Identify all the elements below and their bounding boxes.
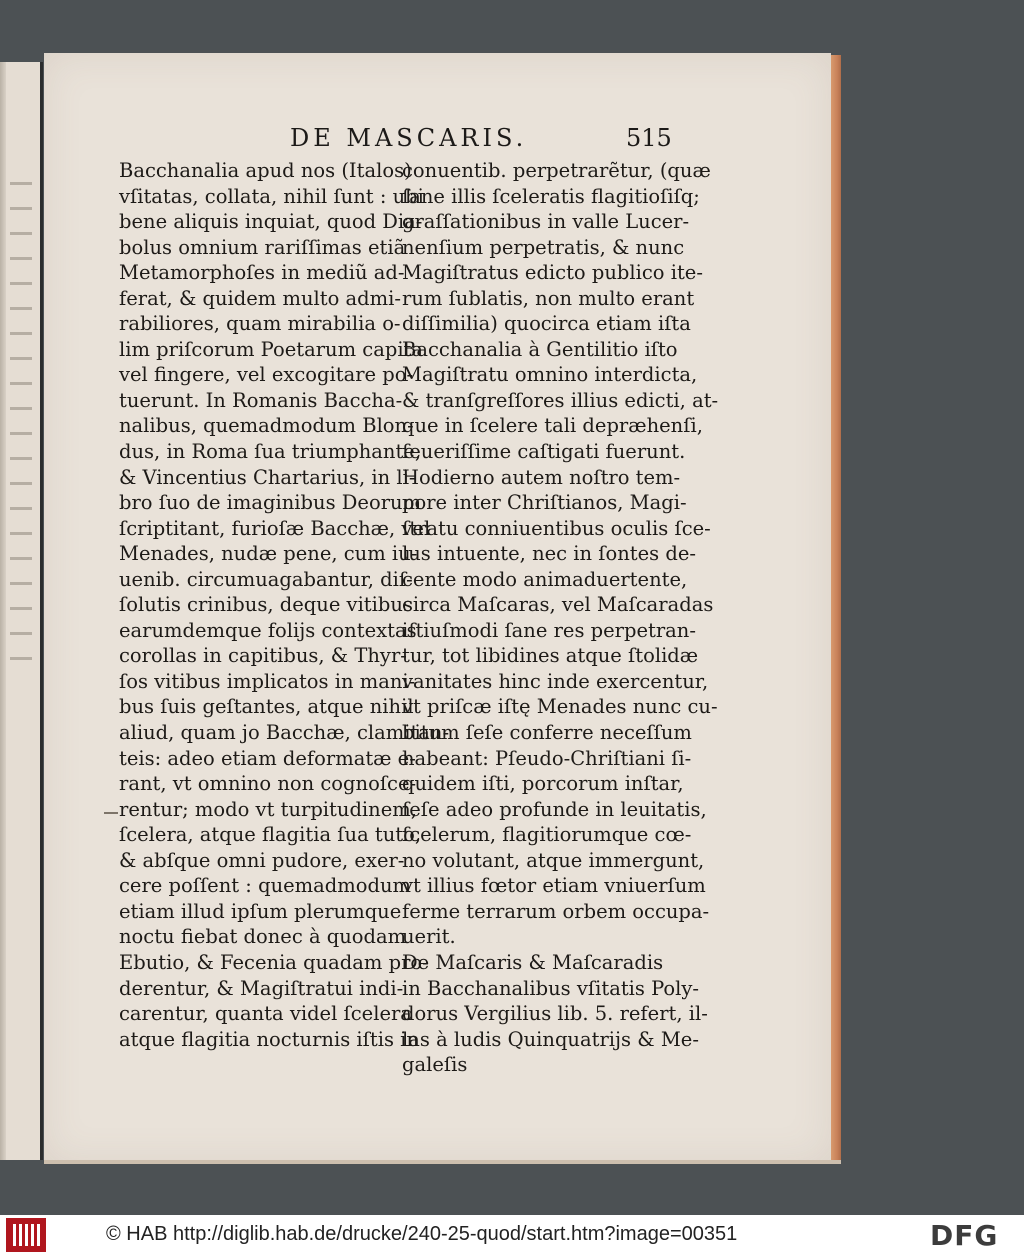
text-line: ſolutis crinibus, deque vitibus <box>119 593 413 617</box>
text-line: pore inter Chriſtianos, Magi- <box>402 491 687 515</box>
text-line: galeſis <box>402 1053 468 1077</box>
page-number: 515 <box>626 124 672 152</box>
text-line: habeant: Pſeudo-Chriſtiani ſi- <box>402 746 692 770</box>
text-line: lus intuente, nec in ſontes de- <box>402 542 696 566</box>
previous-page-edge <box>0 62 43 1160</box>
page-bottom-edge <box>44 1160 841 1164</box>
text-line: vſitatas, collata, nihil ſunt : ubi <box>119 184 424 208</box>
hab-library-logo-icon <box>6 1218 46 1252</box>
text-line: uerit. <box>402 925 456 949</box>
text-line: Menades, nudæ pene, cum iu- <box>119 542 418 566</box>
text-line: Ebutio, & Fecenia quadam pro- <box>119 950 429 974</box>
text-line: ſeſe adeo profunde in leuitatis, <box>402 797 707 821</box>
text-line: tur, tot libidines atque ſtolidæ <box>402 644 699 668</box>
text-line: vt priſcæ iſtę Menades nunc cu- <box>402 695 718 719</box>
text-line: bitum ſeſe conferre neceſſum <box>402 721 692 745</box>
text-line: Bacchanalia apud nos (Italos) <box>119 159 412 182</box>
text-line: De Maſcaris & Maſcaradis <box>402 950 664 974</box>
footer-bar <box>0 1215 1024 1255</box>
text-line: ſcelera, atque flagitia ſua tuto, <box>119 823 422 847</box>
running-head-title: DE MASCARIS. <box>290 124 528 152</box>
text-line: bro ſuo de imaginibus Deorum <box>119 491 422 515</box>
text-line: cere poſſent : quemadmodum <box>119 874 412 898</box>
text-line: etiam illud ipſum plerumque <box>119 899 402 923</box>
text-line: ſane illis ſceleratis flagitioſiſq; <box>402 184 700 208</box>
text-line: rum ſublatis, non multo erant <box>402 286 695 310</box>
text-line: Hodierno autem noſtro tem- <box>402 465 681 489</box>
text-line: rentur; modo vt turpitudinem, <box>119 797 417 821</box>
text-line: ſcelerum, flagitiorumque cœ- <box>402 823 692 847</box>
text-line: Magiſtratus edicto publico ite- <box>402 261 703 285</box>
text-line: nenſium perpetratis, & nunc <box>402 235 685 259</box>
text-line: aliud, quam jo Bacchæ, clamitan- <box>119 721 450 745</box>
book-spine <box>0 62 6 1160</box>
text-line: iſtiuſmodi ſane res perpetran- <box>402 618 696 642</box>
page-edge-coloring <box>831 55 841 1161</box>
text-line: diſſimilia) quocirca etiam iſta <box>402 312 691 336</box>
text-line: dorus Vergilius lib. 5. refert, il- <box>402 1002 708 1026</box>
text-line: tuerunt. In Romanis Baccha- <box>119 388 403 412</box>
text-line: teis: adeo etiam deformatæ e- <box>119 746 416 770</box>
text-line: & tranſgreſſores illius edicti, at- <box>402 388 719 412</box>
text-line: nalibus, quemadmodum Blon- <box>119 414 414 438</box>
text-line: ſeueriſſime caſtigati fuerunt. <box>402 440 686 464</box>
text-line: vt illius fœtor etiam vniuerſum <box>402 874 706 898</box>
text-line: bus ſuis geſtantes, atque nihil <box>119 695 414 719</box>
text-line: lim priſcorum Poetarum capita <box>119 337 424 361</box>
right-text-column <box>402 158 719 1078</box>
bleed-through-marks <box>10 182 32 682</box>
text-line: rabiliores, quam mirabilia o- <box>119 312 401 336</box>
text-line: ſtratu conniuentibus oculis ſce- <box>402 516 711 540</box>
text-line: cente modo animaduertente, <box>402 567 688 591</box>
text-line: ſcriptitant, furioſæ Bacchæ, vel <box>119 516 431 540</box>
text-line: & abſque omni pudore, exer- <box>119 848 405 872</box>
text-line: Bacchanalia à Gentilitio iſto <box>402 337 678 361</box>
text-line: in Bacchanalibus vſitatis Poly- <box>402 976 700 1000</box>
margin-dash-mark <box>104 812 118 814</box>
text-line: conuentib. perpetrarẽtur, (quæ <box>402 159 711 182</box>
dfg-logo: DFG <box>930 1219 999 1252</box>
text-line: corollas in capitibus, & Thyr- <box>119 644 407 668</box>
text-line: & Vincentius Chartarius, in li- <box>119 465 416 489</box>
copyright-credit-link[interactable]: © HAB http://diglib.hab.de/drucke/240-25-quod/start.htm?image=00351 <box>106 1223 738 1245</box>
text-line: rant, vt omnino non cognoſce- <box>119 772 417 796</box>
text-line: ſos vitibus implicatos in mani- <box>119 669 416 693</box>
text-line: Magiſtratu omnino interdicta, <box>402 363 698 387</box>
text-line: dus, in Roma ſua triumphante, <box>119 440 422 464</box>
text-line: vanitates hinc inde exercentur, <box>402 669 709 693</box>
text-line: derentur, & Magiſtratui indi- <box>119 976 404 1000</box>
text-line: bolus omnium rariſſimas etiã <box>119 235 406 259</box>
text-line: vel fingere, vel excogitare po- <box>119 363 414 387</box>
text-line: ferme terrarum orbem occupa- <box>402 899 710 923</box>
text-line: que in ſcelere tali depræhenſi, <box>402 414 703 438</box>
text-line: Metamorphoſes in mediũ ad- <box>119 261 405 285</box>
text-line: uenib. circumuagabantur, diſ- <box>119 567 413 591</box>
text-line: bene aliquis inquiat, quod Dia- <box>119 210 423 234</box>
text-line: earumdemque folijs contextas <box>119 618 417 642</box>
text-line: quidem iſti, porcorum inſtar, <box>402 772 684 796</box>
text-line: atque flagitia nocturnis iſtis in <box>119 1027 419 1051</box>
text-line: las à ludis Quinquatrijs & Me- <box>402 1027 699 1051</box>
text-line: graſſationibus in valle Lucer- <box>402 210 690 234</box>
text-line: ferat, & quidem multo admi- <box>119 286 401 310</box>
text-line: circa Maſcaras, vel Maſcaradas <box>402 593 714 617</box>
text-line: noctu fiebat donec à quodam <box>119 925 407 949</box>
text-line: no volutant, atque immergunt, <box>402 848 705 872</box>
text-line: carentur, quanta videl ſcelera <box>119 1002 412 1026</box>
